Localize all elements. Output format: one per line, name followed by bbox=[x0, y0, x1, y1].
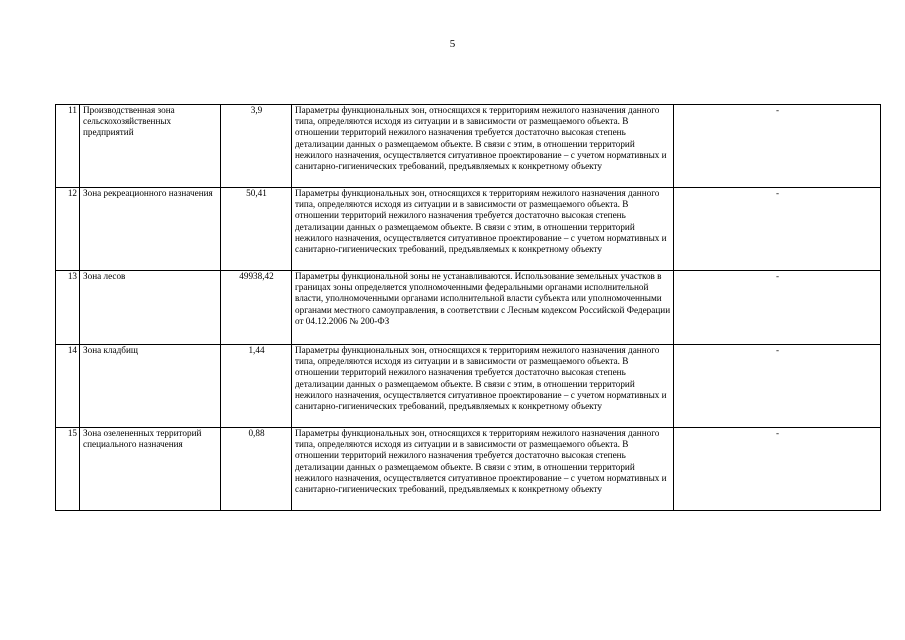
zone-name: Зона кладбищ bbox=[80, 345, 221, 428]
zone-number: 11 bbox=[56, 105, 80, 188]
zone-name: Производственная зона сельскохозяйственных предприятий bbox=[80, 105, 221, 188]
zone-area: 3,9 bbox=[221, 105, 292, 188]
zone-area: 0,88 bbox=[221, 428, 292, 511]
zone-number: 13 bbox=[56, 271, 80, 345]
zone-name: Зона лесов bbox=[80, 271, 221, 345]
table-row bbox=[56, 271, 881, 345]
zone-note: - bbox=[674, 105, 881, 188]
zone-note: - bbox=[674, 188, 881, 271]
zone-name: Зона рекреационного назначения bbox=[80, 188, 221, 271]
zone-number: 12 bbox=[56, 188, 80, 271]
zone-parameters: Параметры функциональных зон, относящихся к территориям нежилого назначения данного типа, определяются исходя из ситуации и в зависимости от размещаемого объекта. В отношении территорий нежилого назначения требуется достаточно высокая степень детализации данных о размещаемом объекте. В связи с этим, в отношении территорий нежилого назначения, осуществляется ситуативное проектирование – с учетом нормативных и санитарно-гигиенических требований, предъявляемых к конкретному объекту bbox=[292, 345, 674, 428]
zone-parameters: Параметры функциональных зон, относящихся к территориям нежилого назначения данного типа, определяются исходя из ситуации и в зависимости от размещаемого объекта. В отношении территорий нежилого назначения требуется достаточно высокая степень детализации данных о размещаемом объекте. В связи с этим, в отношении территорий нежилого назначения, осуществляется ситуативное проектирование – с учетом нормативных и санитарно-гигиенических требований, предъявляемых к конкретному объекту bbox=[292, 428, 674, 511]
zone-note: - bbox=[674, 345, 881, 428]
table-row bbox=[56, 188, 881, 271]
zone-number: 15 bbox=[56, 428, 80, 511]
table-row bbox=[56, 345, 881, 428]
zone-parameters: Параметры функциональных зон, относящихся к территориям нежилого назначения данного типа, определяются исходя из ситуации и в зависимости от размещаемого объекта. В отношении территорий нежилого назначения требуется достаточно высокая степень детализации данных о размещаемом объекте. В связи с этим, в отношении территорий нежилого назначения, осуществляется ситуативное проектирование – с учетом нормативных и санитарно-гигиенических требований, предъявляемых к конкретному объекту bbox=[292, 105, 674, 188]
table-row bbox=[56, 428, 881, 511]
functional-zones-table bbox=[55, 104, 881, 511]
zone-area: 1,44 bbox=[221, 345, 292, 428]
zone-number: 14 bbox=[56, 345, 80, 428]
zone-area: 50,41 bbox=[221, 188, 292, 271]
zone-area: 49938,42 bbox=[221, 271, 292, 345]
zone-name: Зона озелененных территорий специального назначения bbox=[80, 428, 221, 511]
table-row bbox=[56, 105, 881, 188]
zone-parameters: Параметры функциональных зон, относящихся к территориям нежилого назначения данного типа, определяются исходя из ситуации и в зависимости от размещаемого объекта. В отношении территорий нежилого назначения требуется достаточно высокая степень детализации данных о размещаемом объекте. В связи с этим, в отношении территорий нежилого назначения, осуществляется ситуативное проектирование – с учетом нормативных и санитарно-гигиенических требований, предъявляемых к конкретному объекту bbox=[292, 188, 674, 271]
zone-parameters: Параметры функциональной зоны не устанавливаются. Использование земельных участков в границах зоны определяется уполномоченными федеральными органами исполнительной власти, уполномоченными органами исполнительной власти субъекта или уполномоченными органами местного самоуправления, в соответствии с Лесным кодексом Российской Федерации от 04.12.2006 № 200-ФЗ bbox=[292, 271, 674, 345]
zone-note: - bbox=[674, 428, 881, 511]
page-number: 5 bbox=[449, 38, 456, 50]
zone-note: - bbox=[674, 271, 881, 345]
